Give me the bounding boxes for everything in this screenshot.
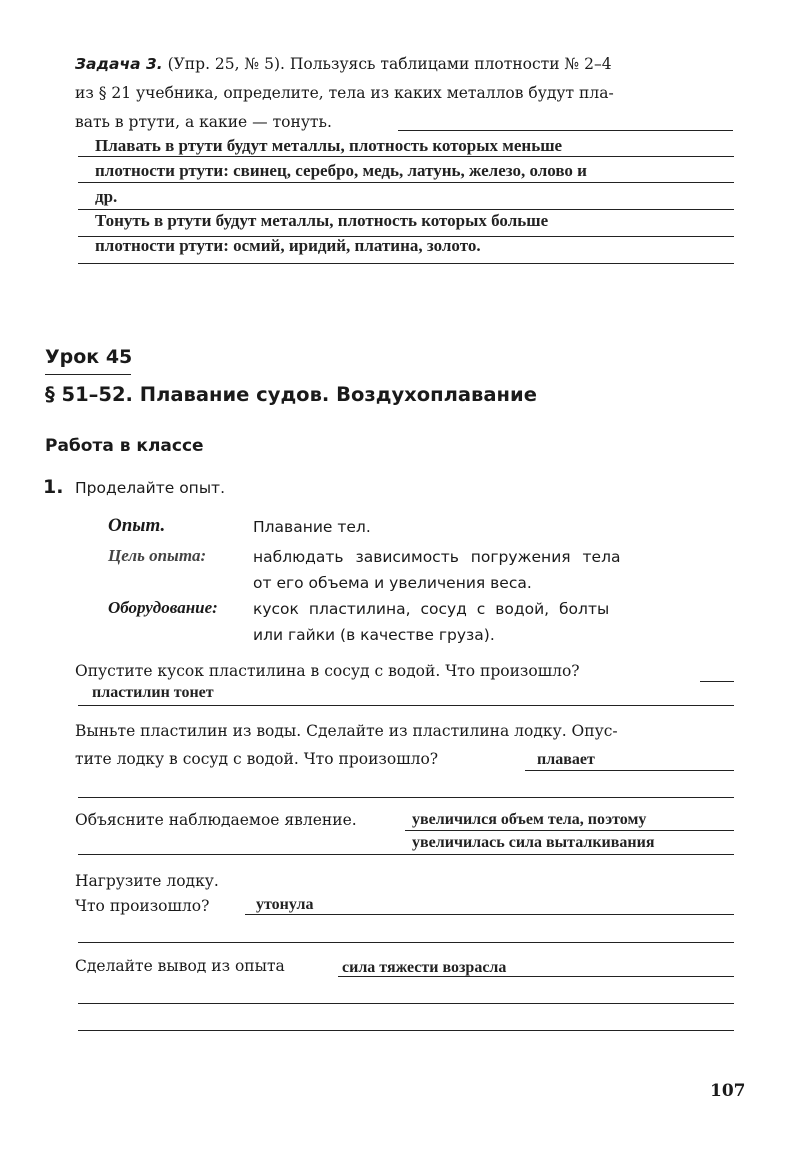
q1-answer: пластилин тонет (92, 684, 214, 701)
experiment-value: Плавание тел. (253, 518, 371, 536)
exercise-instruction: Проделайте опыт. (75, 479, 226, 497)
task3-answer-5: плотности ртути: осмий, иридий, платина, золото. (95, 236, 481, 255)
exercise-number: 1. (43, 476, 64, 498)
equipment-label: Оборудование: (108, 598, 218, 617)
task3-answer-3: др. (95, 187, 118, 206)
task3-line-3: вать в ртути, а какие — тонуть. (75, 113, 332, 131)
lesson-number: Урок 45 (45, 346, 133, 368)
q4-text-1: Нагрузите лодку. (75, 872, 219, 890)
q4-text-2: Что произошло? (75, 897, 210, 915)
q3-text: Объясните наблюдаемое явление. (75, 811, 357, 829)
q5-answer: сила тяжести возрасла (342, 959, 507, 976)
answer-line (78, 182, 734, 183)
goal-value-1: наблюдать зависимость погружения тела (253, 548, 621, 566)
experiment-label: Опыт. (108, 515, 166, 536)
answer-line (78, 1003, 734, 1004)
q2-text-2: тите лодку в сосуд с водой. Что произошло? (75, 750, 439, 768)
answer-line (78, 156, 734, 157)
task3-line-1 (75, 55, 612, 73)
q3-answer-1: увеличился объем тела, поэтому (412, 811, 647, 828)
answer-line (78, 942, 734, 943)
section-title: Работа в классе (45, 436, 204, 456)
answer-line (398, 130, 733, 131)
equipment-value-1: кусок пластилина, сосуд с водой, болты (253, 600, 610, 618)
answer-line (78, 854, 734, 855)
answer-line (245, 914, 734, 915)
equipment-value-2: или гайки (в качестве груза). (253, 626, 495, 644)
goal-value-2: от его объема и увеличения веса. (253, 574, 532, 592)
lesson-underline (45, 374, 131, 375)
q4-answer: утонула (256, 896, 314, 913)
q5-text: Сделайте вывод из опыта (75, 957, 285, 975)
goal-label: Цель опыта: (108, 546, 207, 565)
answer-line (78, 705, 734, 706)
task3-line-2: из § 21 учебника, определите, тела из каких металлов будут пла- (75, 84, 614, 102)
q2-text-1: Выньте пластилин из воды. Сделайте из пластилина лодку. Опус- (75, 722, 618, 740)
answer-line (525, 770, 734, 771)
task3-answer-1: Плавать в ртути будут металлы, плотность которых меньше (95, 136, 563, 155)
page-number: 107 (710, 1081, 746, 1101)
q2-answer: плавает (537, 751, 595, 768)
answer-line (78, 797, 734, 798)
task3-answer-4: Тонуть в ртути будут металлы, плотность которых больше (95, 211, 549, 230)
q3-answer-2: увеличилась сила выталкивания (412, 834, 655, 851)
answer-line (405, 830, 734, 831)
task3-text: (Упр. 25, № 5). Пользуясь таблицами плотности № 2–4 (167, 55, 612, 73)
q1-text: Опустите кусок пластилина в сосуд с водой. Что произошло? (75, 662, 580, 680)
task3-answer-2: плотности ртути: свинец, серебро, медь, латунь, железо, олово и (95, 161, 587, 180)
task3-label: Задача 3. (75, 55, 163, 73)
answer-line (78, 263, 734, 264)
answer-line (338, 976, 734, 977)
answer-line (78, 1030, 734, 1031)
lesson-title: § 51–52. Плавание судов. Воздухоплавание (45, 383, 537, 406)
answer-line (700, 681, 734, 682)
answer-line (78, 209, 734, 210)
